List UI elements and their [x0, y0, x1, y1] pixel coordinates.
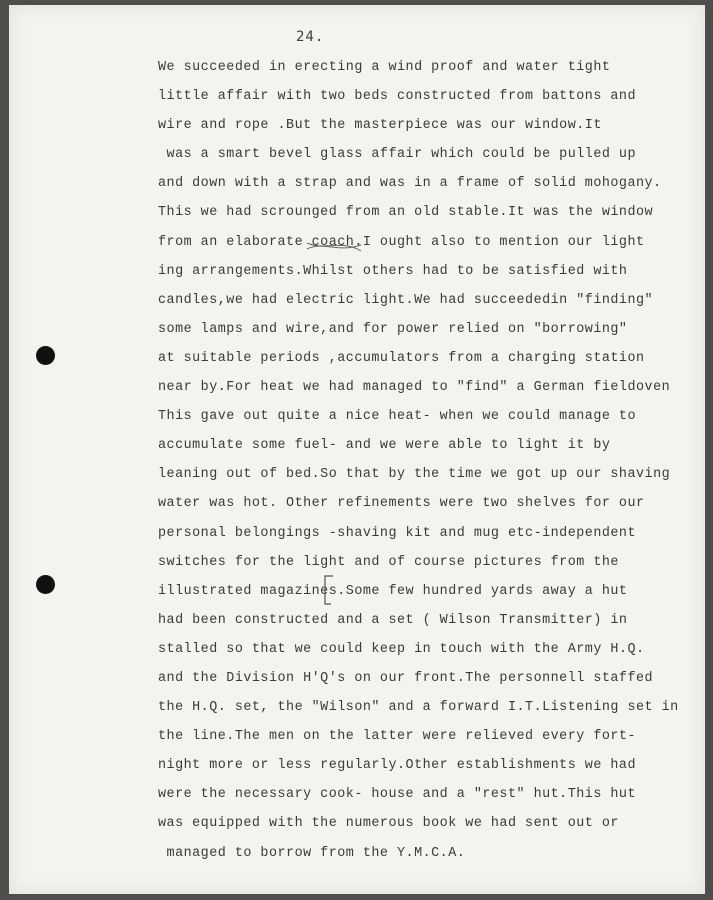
text-line: personal belongings -shaving kit and mug etc-independent [158, 525, 636, 541]
text-line: near by.For heat we had managed to "find" a German fieldoven [158, 380, 671, 396]
page-number: 24. [296, 29, 325, 45]
text-line: was equipped with the numerous book we had sent out or [158, 816, 619, 832]
text-line: leaning out of bed.So that by the time we got up our shaving [158, 467, 671, 483]
text-line: and the Division H'Q's on our front.The personnell staffed [158, 670, 654, 686]
text-line: the H.Q. set, the "Wilson" and a forward I.T.Listening set in [158, 700, 679, 716]
text-line: candles,we had electric light.We had succeededin "finding" [158, 292, 654, 308]
text-line: some lamps and wire,and for power relied on "borrowing" [158, 321, 628, 337]
text-line: was a smart bevel glass affair which could be pulled up [158, 147, 636, 163]
typed-text-body [158, 58, 698, 873]
text-line: wire and rope .But the masterpiece was our window.It [158, 118, 602, 134]
text-line: illustrated magazines.Some few hundred yards away a hut [158, 583, 628, 599]
punch-hole-top [36, 346, 55, 365]
text-line: managed to borrow from the Y.M.C.A. [158, 845, 466, 861]
text-line: were the necessary cook- house and a "rest" hut.This hut [158, 787, 636, 803]
text-line: stalled so that we could keep in touch with the Army H.Q. [158, 641, 645, 657]
text-line: ing arrangements.Whilst others had to be satisfied with [158, 263, 628, 279]
typed-page [9, 5, 705, 894]
text-line: night more or less regularly.Other establishments we had [158, 758, 636, 774]
text-line: This gave out quite a nice heat- when we could manage to [158, 409, 636, 425]
text-line: from an elaborate coach.I ought also to mention our light [158, 234, 645, 250]
text-line: This we had scrounged from an old stable.It was the window [158, 205, 654, 221]
handwritten-transpose-mark [305, 237, 365, 257]
handwritten-paragraph-bracket [321, 572, 335, 608]
text-line: water was hot. Other refinements were two shelves for our [158, 496, 645, 512]
text-line: the line.The men on the latter were relieved every fort- [158, 729, 636, 745]
text-line: We succeeded in erecting a wind proof and water tight [158, 60, 611, 75]
text-line: little affair with two beds constructed from battons and [158, 89, 636, 105]
text-line: at suitable periods ,accumulators from a charging station [158, 350, 645, 366]
punch-hole-bottom [36, 575, 55, 594]
text-line: switches for the light and of course pictures from the [158, 554, 619, 570]
text-line: had been constructed and a set ( Wilson Transmitter) in [158, 612, 628, 628]
text-line: accumulate some fuel- and we were able to light it by [158, 438, 611, 454]
text-line: and down with a strap and was in a frame of solid mohogany. [158, 176, 662, 192]
